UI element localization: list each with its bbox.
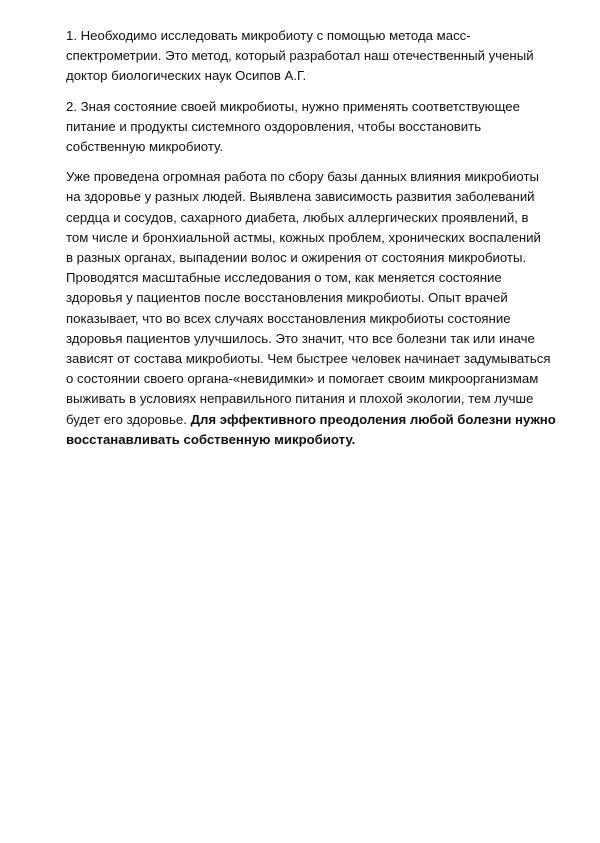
paragraph-3-line: Проводятся масштабные исследования о том, как меняется состояние: [66, 270, 502, 286]
paragraph-3-line: здоровья пациентов улучшилось. Это значит, что все болезни так или иначе: [66, 330, 535, 346]
paragraph-1: [66, 26, 576, 87]
paragraph-1-line: спектрометрии. Это метод, который разработал наш отечественный ученый: [66, 48, 534, 64]
paragraph-3-line: сердца и сосудов, сахарного диабета, любых аллергических проявлений, в: [66, 209, 529, 225]
paragraph-3-line: том числе и бронхиальной астмы, кожных проблем, хронических воспалений: [66, 229, 541, 245]
document-content: [66, 26, 576, 460]
paragraph-3-mixed-line: [66, 410, 576, 430]
paragraph-2-line: питание и продукты системного оздоровления, чтобы восстановить: [66, 118, 482, 134]
paragraph-3-line: зависят от состава микробиоты. Чем быстрее человек начинает задумываться: [66, 351, 551, 367]
paragraph-3-bold-final-line: восстанавливать собственную микробиоту.: [66, 431, 356, 447]
paragraph-1-line: доктор биологических наук Осипов А.Г.: [66, 68, 307, 84]
paragraph-3-line: о состоянии своего органа-«невидимки» и помогает своим микроорганизмам: [66, 371, 539, 387]
paragraph-3: [66, 167, 576, 450]
paragraph-2-line: 2. Зная состояние своей микробиоты, нужно применять соответствующее: [66, 98, 520, 114]
paragraph-3-line: Уже проведена огромная работа по сбору базы данных влияния микробиоты: [66, 169, 539, 185]
paragraph-3-bold-conclusion: Для эффективного преодоления любой болезни нужно: [190, 411, 556, 427]
paragraph-3-line: показывает, что во всех случаях восстановления микробиоты состояние: [66, 310, 511, 326]
paragraph-2: [66, 97, 576, 158]
paragraph-3-regular-tail: будет его здоровье.: [66, 411, 191, 427]
paragraph-2-line: собственную микробиоту.: [66, 139, 223, 155]
paragraph-1-line: 1. Необходимо исследовать микробиоту с помощью метода масс-: [66, 28, 471, 43]
paragraph-3-line: в разных органах, выпадении волос и ожирения от состояния микробиоты.: [66, 250, 527, 266]
paragraph-3-line: выживать в условиях неправильного питания и плохой экологии, тем лучше: [66, 391, 534, 407]
paragraph-3-line: здоровья у пациентов после восстановления микробиоты. Опыт врачей: [66, 290, 508, 306]
paragraph-3-line: на здоровье у разных людей. Выявлена зависимость развития заболеваний: [66, 189, 535, 205]
